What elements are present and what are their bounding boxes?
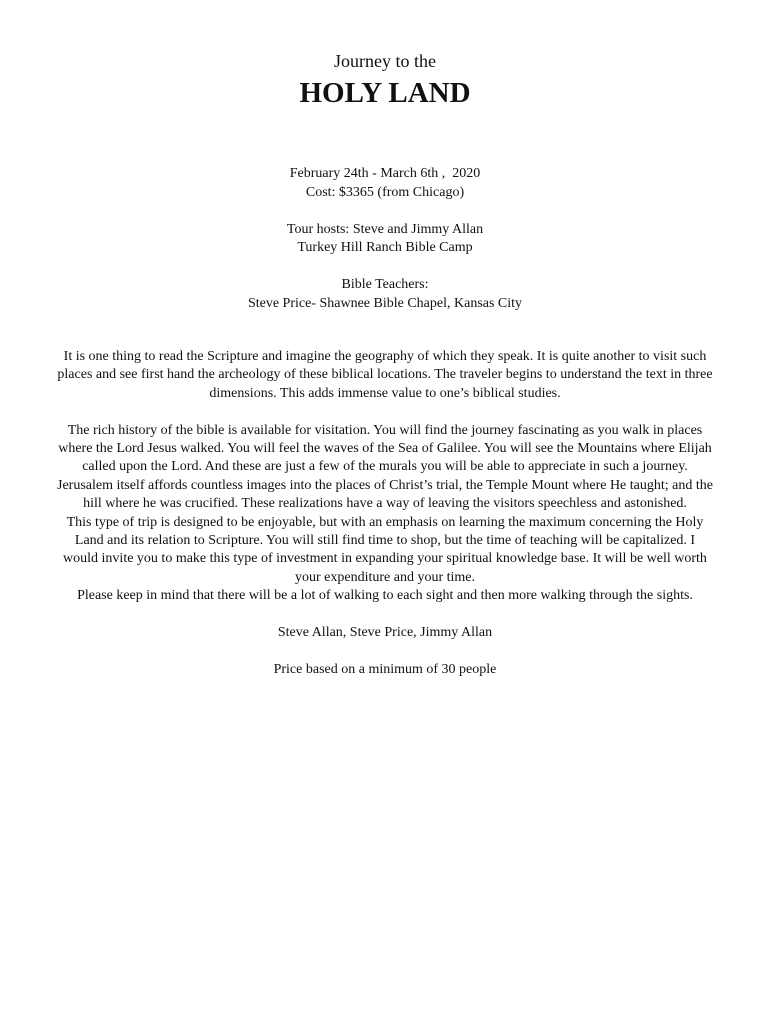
trip-dates: February 24th - March 6th , 2020 [289, 166, 481, 181]
spacer [56, 642, 714, 660]
teachers-heading: Bible Teachers: [341, 277, 429, 292]
spacer [56, 403, 714, 421]
camp-name: Turkey Hill Ranch Bible Camp [297, 240, 473, 255]
tour-hosts: Tour hosts: Steve and Jimmy Allan [286, 221, 484, 237]
trip-cost: Cost: $3365 (from Chicago) [305, 184, 465, 200]
page-title: HOLY LAND [299, 77, 471, 109]
trip-info [0, 165, 770, 313]
spacer [0, 202, 770, 221]
paragraph: The rich history of the bible is available for visitation. You will find the journey fascinating as you walk in places where the Lord Jesus walked. You will feel the waves of the Sea of Galilee. You will see the Mountains where Elijah called upon the Lord. And these are just a few of the murals you will be able to appreciate in such a journey. Jerusalem itself affords countless images into the places of Christ’s trial, the Temple Mount where He taught; and the hill where he was crucified. These realizations have a way of leaving the visitors speechless and astonished. [57, 422, 713, 512]
subtitle: Journey to the [334, 51, 436, 71]
signature: Steve Allan, Steve Price, Jimmy Allan [277, 625, 493, 641]
teacher-name: Steve Price- Shawnee Bible Chapel, Kansas City [247, 295, 523, 311]
body-text [56, 348, 714, 679]
paragraph: This type of trip is designed to be enjoyable, but with an emphasis on learning the maximum concerning the Holy Land and its relation to Scripture. You will still find time to shop, but the time of teaching will be capitalized. I would invite you to make this type of investment in expanding your spiritual knowledge base. It will be well worth your expenditure and your time. [63, 514, 707, 585]
spacer [0, 258, 770, 277]
spacer [56, 606, 714, 624]
price-footnote: Price based on a minimum of 30 people [273, 661, 497, 677]
paragraph: It is one thing to read the Scripture and imagine the geography of which they speak. It is quite another to visit such places and see first hand the archeology of these biblical locations. The traveler begins to understand the text in three dimensions. This adds immense value to one’s biblical studies. [57, 349, 713, 401]
paragraph: Please keep in mind that there will be a lot of walking to each sight and then more walking through the sights. [77, 588, 693, 604]
